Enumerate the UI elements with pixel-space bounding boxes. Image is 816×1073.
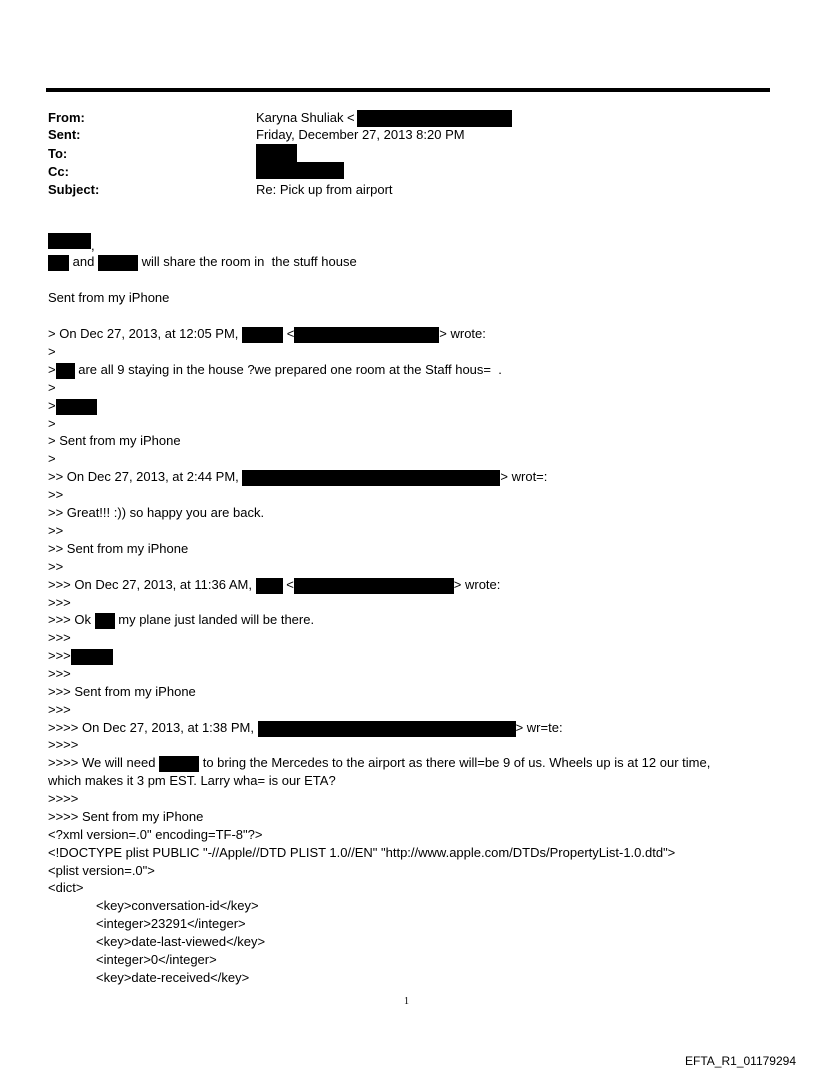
quote2-header-b: > wrot=: [500, 469, 548, 484]
xml-key: <key>date-last-viewed</key> [96, 934, 266, 949]
quote3-text-a: >>> Ok [48, 612, 91, 627]
quote2-header-a: >> On Dec 27, 2013, at 2:44 PM, [48, 469, 239, 484]
cc-label: Cc: [48, 164, 69, 179]
quote-line: >>> [48, 702, 71, 717]
quote-line: >>>> [48, 791, 79, 806]
quote3-header-b: < [286, 577, 294, 592]
xml-declaration: <?xml version=.0" encoding=TF-8"?> [48, 827, 263, 842]
quote4-header-b: > wr=te: [515, 720, 563, 735]
quote4-header-a: >>>> On Dec 27, 2013, at 1:38 PM, [48, 720, 254, 735]
header-rule [46, 88, 770, 92]
page-number: 1 [404, 996, 409, 1007]
from-name: Karyna Shuliak < [256, 110, 355, 125]
redaction-box [56, 363, 75, 379]
redaction-box [242, 327, 283, 343]
quote4-header [48, 720, 563, 737]
quote4-text-cont: which makes it 3 pm EST. Larry wha= is our ETA? [48, 773, 336, 788]
xml-key: <key>date-received</key> [96, 970, 250, 985]
redaction-box [56, 399, 97, 415]
redaction-box [48, 255, 69, 271]
quote-line: > [48, 380, 56, 395]
redaction-box [98, 255, 138, 271]
quote1-text [48, 362, 502, 379]
quote-line: > [48, 416, 56, 431]
quote1-text-a: > [48, 362, 56, 377]
quote4-sent: >>>> Sent from my iPhone [48, 809, 204, 824]
sent-label: Sent: [48, 127, 81, 142]
quote3-header-a: >>> On Dec 27, 2013, at 11:36 AM, [48, 577, 252, 592]
xml-dict: <dict> [48, 880, 84, 895]
redaction-box [159, 756, 199, 772]
quote3-text [48, 612, 314, 629]
quote4-text-a: >>>> We will need [48, 755, 156, 770]
quote-line: >> [48, 487, 64, 502]
sent-from-iphone: Sent from my iPhone [48, 290, 170, 305]
quote1-header-b: < [286, 326, 295, 341]
quote1-text-b: are all 9 staying in the house ?we prepared one room at the Staff hous= . [78, 362, 502, 377]
xml-key: <key>conversation-id</key> [96, 898, 259, 913]
quote-line: >>> [48, 595, 71, 610]
redaction-box [95, 613, 115, 629]
quote-line: >> [48, 523, 64, 538]
quote4-text [48, 755, 710, 772]
quote1-header-c: > wrote: [439, 326, 486, 341]
quote1-header-a: > On Dec 27, 2013, at 12:05 PM, [48, 326, 239, 341]
sent-value: Friday, December 27, 2013 8:20 PM [256, 127, 465, 142]
redaction-box [357, 110, 512, 127]
reply-line [48, 254, 357, 271]
xml-plist: <plist version=.0"> [48, 863, 155, 878]
quote1-sent: > Sent from my iPhone [48, 433, 181, 448]
redaction-box [256, 144, 297, 162]
redaction-box [256, 162, 344, 179]
quote3-text-b: my plane just landed will be there. [118, 612, 315, 627]
bates-number: EFTA_R1_01179294 [685, 1054, 796, 1068]
quote3-sent: >>> Sent from my iPhone [48, 684, 196, 699]
quote-line: >>>> [48, 737, 79, 752]
from-value [256, 110, 512, 127]
quote4-text-b: to bring the Mercedes to the airport as there will=be 9 of us. Wheels up is at 12 our time, [202, 755, 711, 770]
redaction-box [294, 578, 454, 594]
redaction-box [258, 721, 516, 737]
quote3-header-c: > wrote: [453, 577, 501, 592]
reply-rest: will share the room in the stuff house [141, 254, 357, 269]
quote-line: > [48, 344, 56, 359]
subject-label: Subject: [48, 182, 100, 197]
comma-text: , [91, 238, 95, 253]
quote-marker: > [48, 398, 56, 413]
quote3-header [48, 577, 500, 594]
redaction-box [294, 327, 439, 343]
from-label: From: [48, 110, 85, 125]
xml-integer: <integer>23291</integer> [96, 916, 246, 931]
quote2-text: >> Great!!! :)) so happy you are back. [48, 505, 265, 520]
to-label: To: [48, 146, 68, 161]
redaction-box [242, 470, 500, 486]
xml-doctype: <!DOCTYPE plist PUBLIC "-//Apple//DTD PLIST 1.0//EN" "http://www.apple.com/DTDs/PropertyList-1.0.dtd"> [48, 845, 676, 860]
quote-line [48, 398, 97, 415]
redaction-box [71, 649, 113, 665]
quote1-header [48, 326, 486, 343]
quote-line: >>> [48, 630, 71, 645]
quote-line: > [48, 451, 56, 466]
redaction-box [256, 578, 283, 594]
quote-marker: >>> [48, 648, 71, 663]
quote-line: >> [48, 559, 64, 574]
xml-integer: <integer>0</integer> [96, 952, 217, 967]
quote2-header [48, 469, 547, 486]
quote-line: >>> [48, 666, 71, 681]
redaction-box [48, 233, 91, 249]
reply-and: and [72, 254, 95, 269]
subject-value: Re: Pick up from airport [256, 182, 393, 197]
quote-line [48, 648, 113, 665]
quote2-sent: >> Sent from my iPhone [48, 541, 189, 556]
